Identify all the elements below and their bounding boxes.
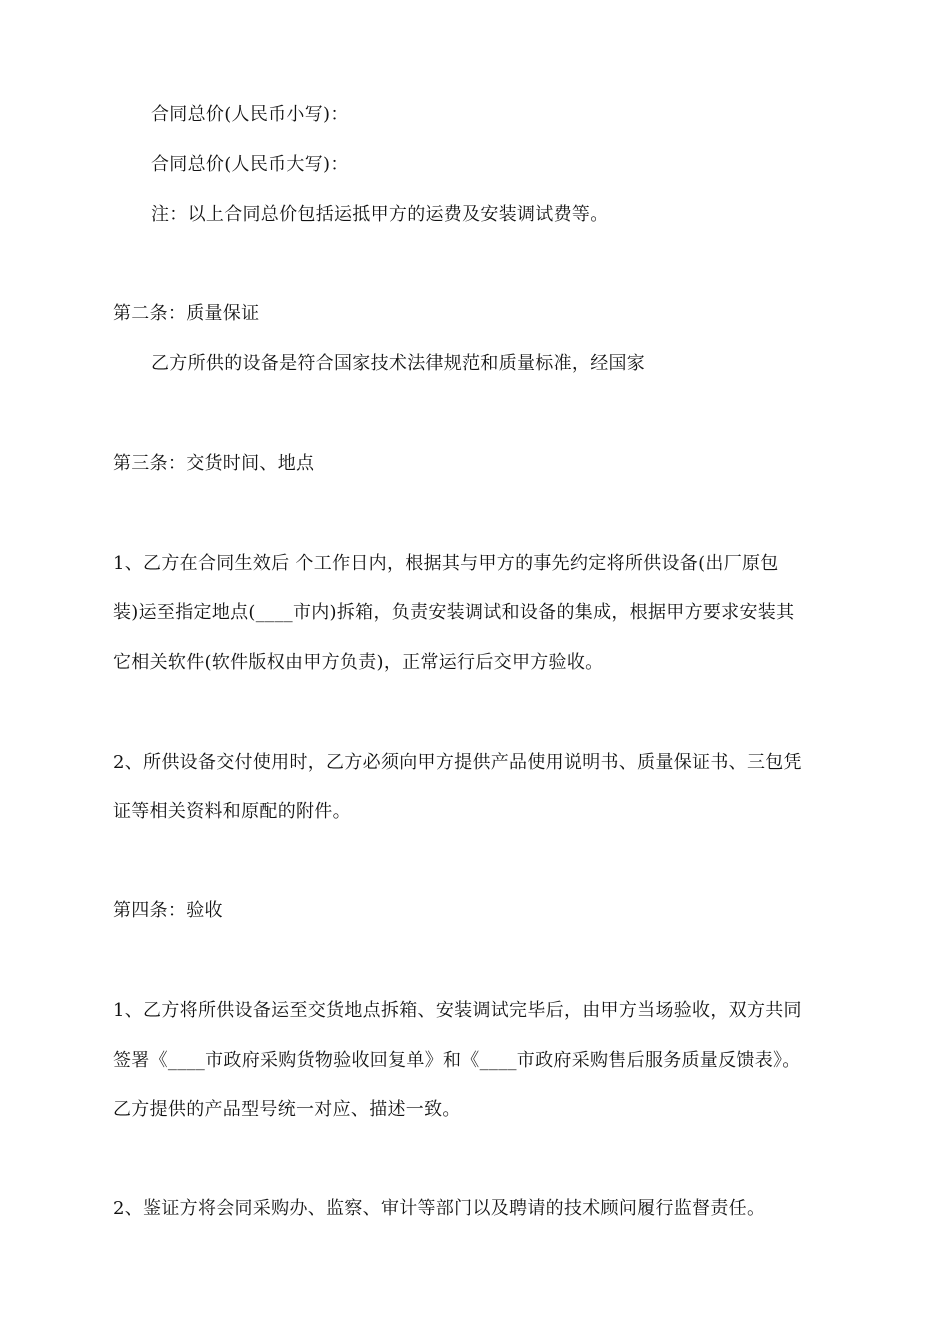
article-3-clause-1-line-3: 它相关软件(软件版权由甲方负责)，正常运行后交甲方验收。 [113,652,604,673]
article-4-clause-2-line-1: 2、鉴证方将会同采购办、监察、审计等部门以及聘请的技术顾问履行监督责任。 [113,1198,766,1219]
total-price-uppercase: 合同总价(人民币大写)： [151,154,349,175]
article-4-clause-1-line-1: 1、乙方将所供设备运至交货地点拆箱、安装调试完毕后，由甲方当场验收，双方共同 [113,1000,802,1021]
article-3-heading: 第三条：交货时间、地点 [113,453,315,474]
article-2-body: 乙方所供的设备是符合国家技术法律规范和质量标准，经国家 [151,353,646,374]
article-3-clause-2-line-1: 2、所供设备交付使用时，乙方必须向甲方提供产品使用说明书、质量保证书、三包凭 [113,752,802,773]
article-3-clause-1-line-1: 1、乙方在合同生效后 个工作日内，根据其与甲方的事先约定将所供设备(出厂原包 [113,553,779,574]
price-note: 注：以上合同总价包括运抵甲方的运费及安装调试费等。 [151,204,609,225]
article-3-clause-2-line-2: 证等相关资料和原配的附件。 [113,801,351,822]
total-price-lowercase: 合同总价(人民币小写)： [151,104,349,125]
article-2-heading: 第二条：质量保证 [113,303,260,324]
article-4-clause-1-line-2: 签署《____市政府采购货物验收回复单》和《____市政府采购售后服务质量反馈表》。 [113,1050,801,1071]
article-4-heading: 第四条：验收 [113,900,223,921]
article-3-clause-1-line-2: 装)运至指定地点(____市内)拆箱，负责安装调试和设备的集成，根据甲方要求安装其 [113,602,795,623]
article-4-clause-1-line-3: 乙方提供的产品型号统一对应、描述一致。 [113,1099,461,1120]
